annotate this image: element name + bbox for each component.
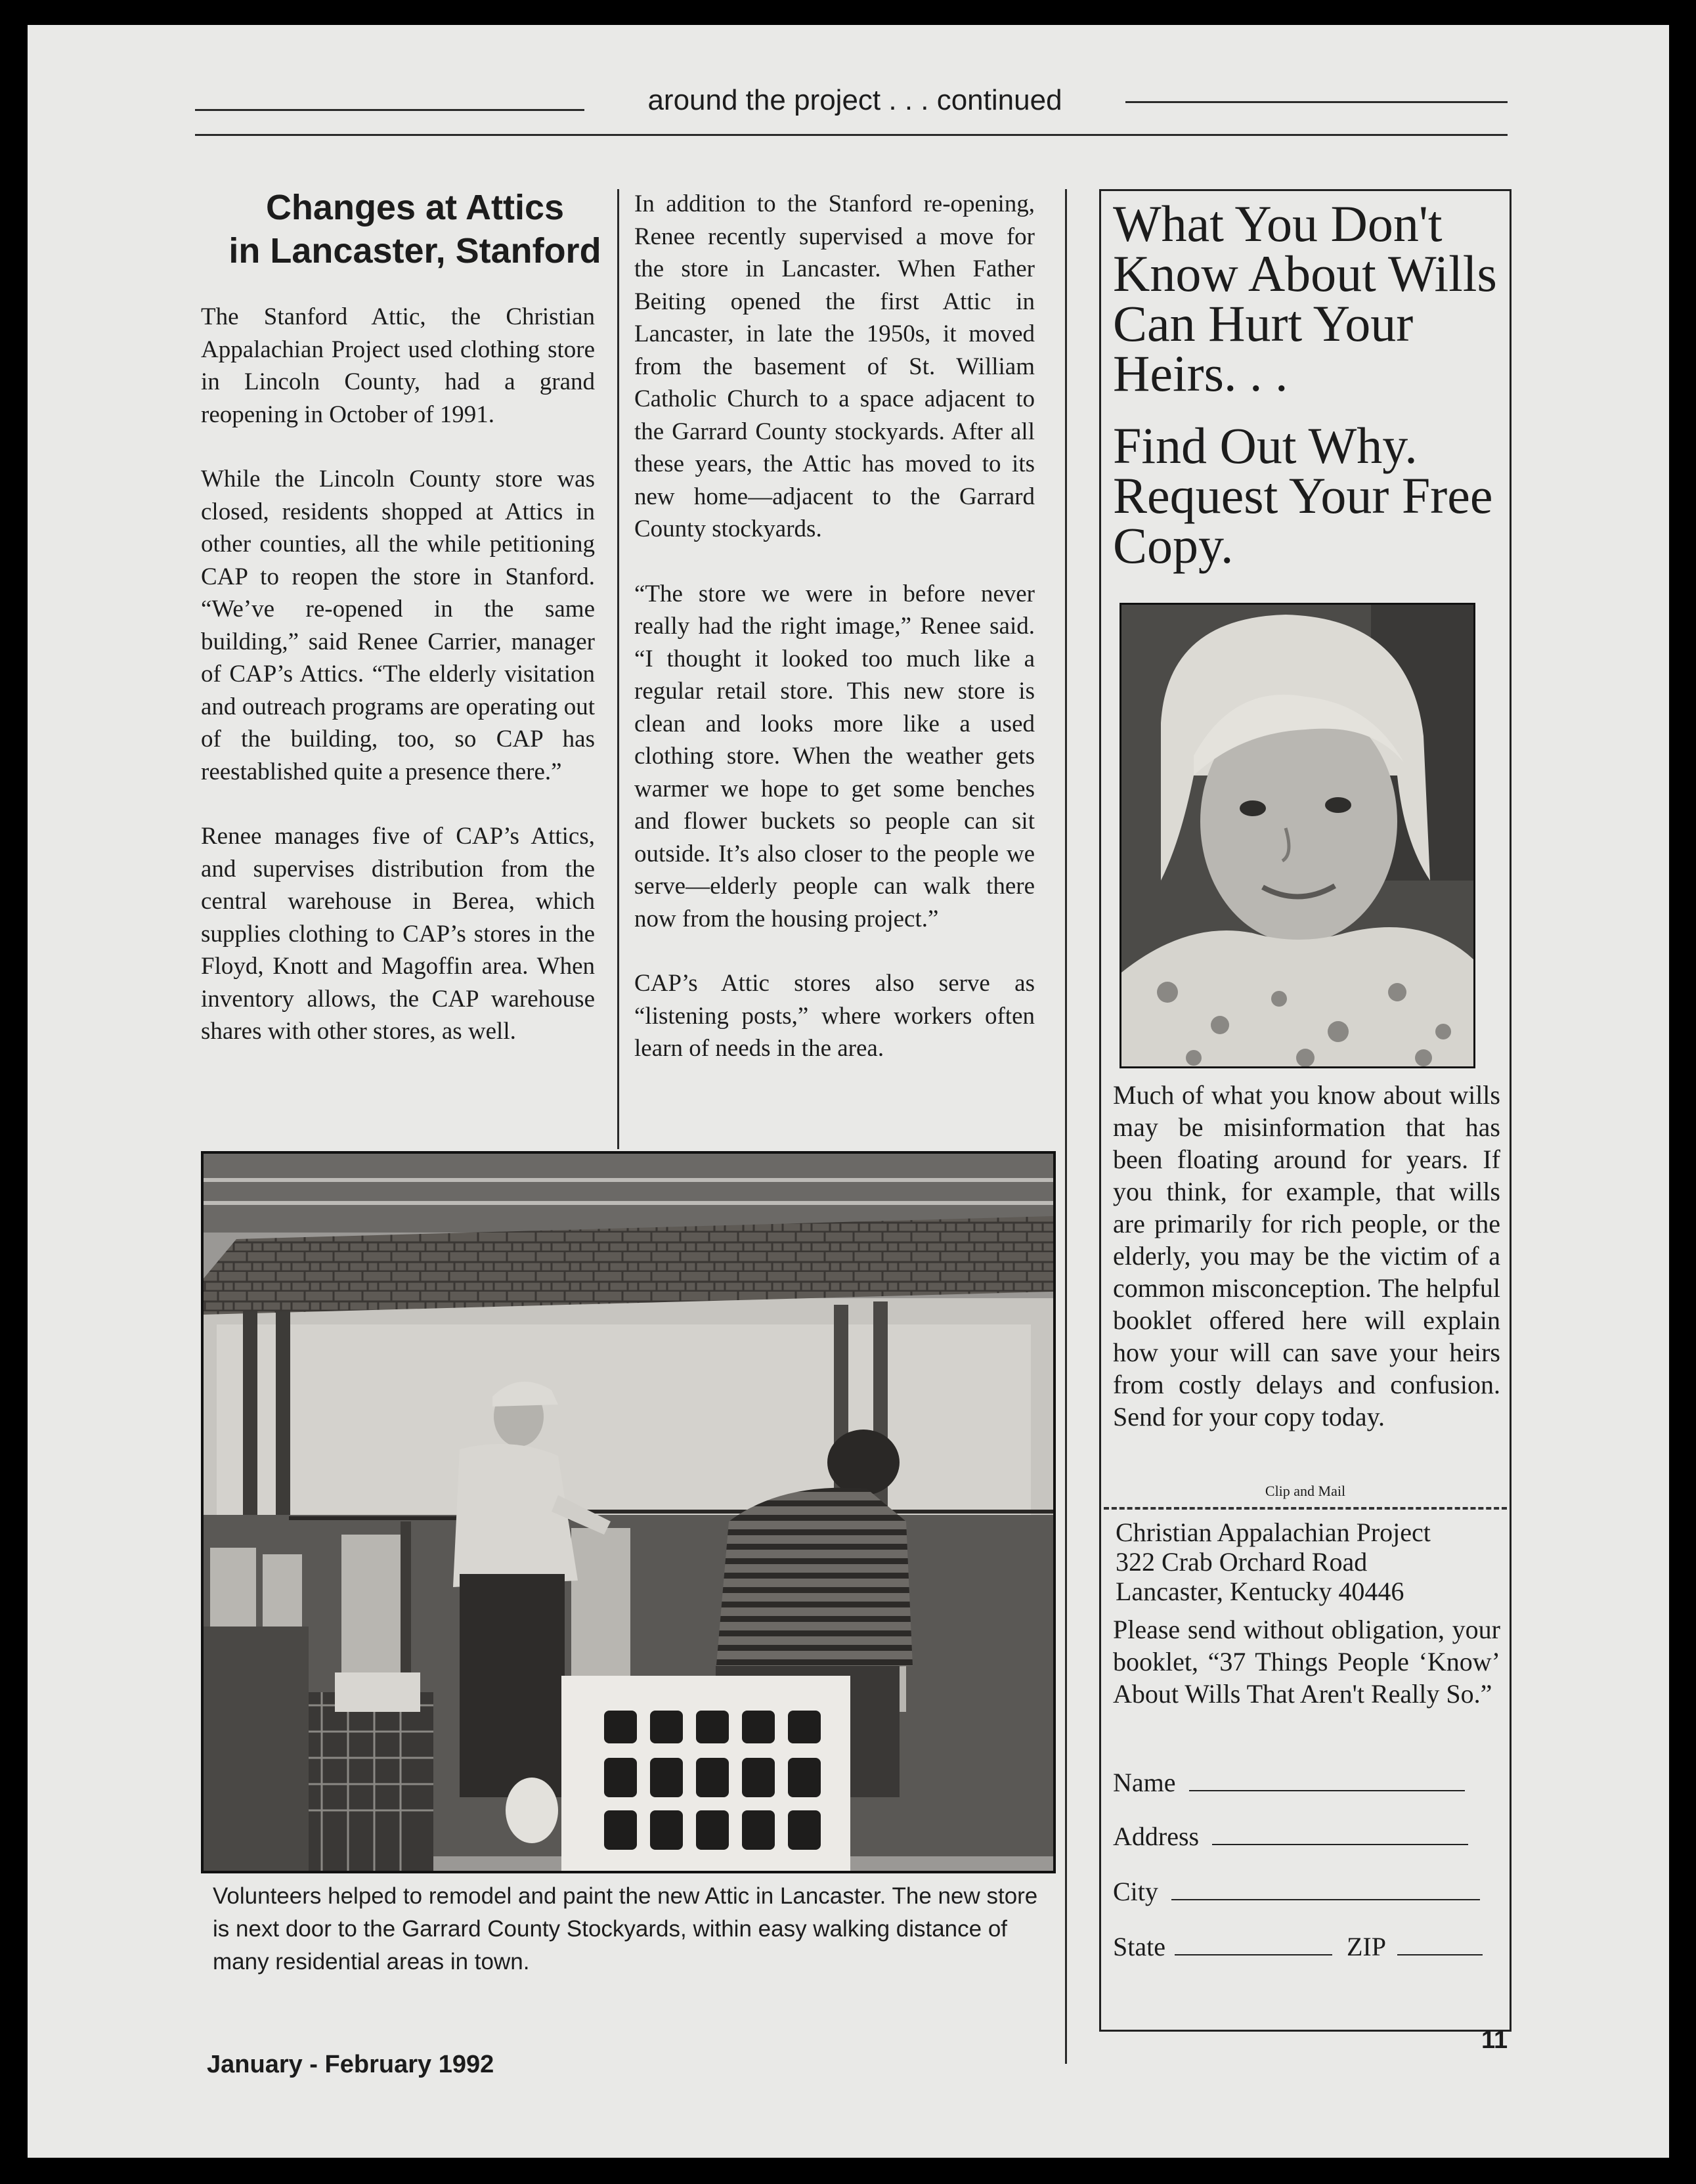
- address-line: Christian Appalachian Project: [1116, 1518, 1431, 1547]
- cut-line: [1104, 1507, 1507, 1510]
- paragraph: “The store we were in before never really had the right image,” Renee said. “I thought it looked too much like a regular retail store. This new store is clean and looks more like a used clothing store. When the weather gets warmer we hope to get some benches and flower buckets so people can sit outside. It’s also closer to the people we serve—elderly people can walk there now from the housing project.”: [634, 580, 1035, 932]
- state-label: State: [1113, 1932, 1165, 1961]
- article-column-1: [201, 301, 595, 1080]
- article-title-line1: Changes at Attics: [265, 188, 565, 227]
- city-line[interactable]: [1171, 1898, 1480, 1900]
- article-column-2: [634, 188, 1035, 1097]
- photo-illustration: [204, 1154, 1053, 1871]
- paragraph: While the Lincoln County store was closed, residents shopped at Attics in other counties, all the while petitioning CAP to reopen the store in Stanford. “We’ve re-opened in the same building,” said Renee Carrier, manager of CAP’s Attics. “The elderly visitation and outreach programs are operating out of the building, too, so CAP has reestablished quite a presence there.”: [201, 466, 595, 785]
- child-portrait-photo: [1120, 603, 1475, 1068]
- issue-date: January - February 1992: [207, 2051, 494, 2078]
- ad-body-text: Much of what you know about wills may be misinformation that has been floating around for years. If you think, for example, that wills are primarily for rich people, or the elderly, you may be the victim of a common misconception. The helpful booklet offered here will explain how your will can save your heirs from costly delays and confusion. Send for your copy today.: [1113, 1080, 1500, 1431]
- name-line[interactable]: [1189, 1789, 1465, 1791]
- paragraph: In addition to the Stanford re-opening, Renee recently supervised a move for the store in Lancaster. When Father Beiting opened the first Attic in Lancaster, in late the 1950s, it moved from the basement of St. William Catholic Church to a space adjacent to the Garrard County stockyards. After all these years, the Attic has moved to its new home—adjacent to the Garrard County stockyards.: [634, 190, 1035, 542]
- address-field[interactable]: [1113, 1821, 1500, 1852]
- header-rule-full: [195, 134, 1508, 136]
- paragraph: The Stanford Attic, the Christian Appalachian Project used clothing store in Lincoln County, had a grand reopening in October of 1991.: [201, 303, 595, 428]
- article-title: [165, 186, 664, 273]
- state-line[interactable]: [1175, 1954, 1332, 1955]
- running-head: around the project . . . continued: [647, 84, 1062, 116]
- booklet-request-text: Please send without obligation, your booklet, “37 Things People ‘Know’ About Wills That Aren't Really So.”: [1113, 1615, 1500, 1709]
- city-field[interactable]: [1113, 1876, 1500, 1907]
- address-line: Lancaster, Kentucky 40446: [1116, 1577, 1404, 1606]
- photo-caption: Volunteers helped to remodel and paint the new Attic in Lancaster. The new store is next door to the Garrard County Stockyards, within easy walking distance of many residential areas in town.: [213, 1883, 1038, 1975]
- header-rule-left: [195, 109, 584, 111]
- attic-volunteers-photo: [201, 1151, 1056, 1873]
- wills-ad-box: [1099, 189, 1511, 2032]
- header-rule-right: [1125, 101, 1508, 103]
- state-zip-field[interactable]: [1113, 1931, 1500, 1962]
- clip-and-mail-label: Clip and Mail: [1265, 1483, 1346, 1499]
- zip-label: ZIP: [1346, 1932, 1385, 1961]
- name-label: Name: [1113, 1768, 1176, 1797]
- city-label: City: [1113, 1877, 1158, 1906]
- ad-subhead: Find Out Why. Request Your Free Copy.: [1113, 417, 1493, 574]
- paragraph: CAP’s Attic stores also serve as “listening posts,” where workers often learn of needs in the area.: [634, 970, 1035, 1062]
- name-field[interactable]: [1113, 1767, 1500, 1798]
- address-line-blank[interactable]: [1212, 1843, 1468, 1845]
- column-divider-2: [1065, 189, 1067, 2064]
- mailing-address: [1116, 1518, 1503, 1606]
- address-label: Address: [1113, 1822, 1200, 1851]
- portrait-illustration: [1121, 605, 1473, 1066]
- paragraph: Renee manages five of CAP’s Attics, and supervises distribution from the central warehouse in Berea, which supplies clothing to CAP’s stores in the Floyd, Knott and Magoffin area. When inventory allows, the CAP warehouse shares with other stores, as well.: [201, 823, 595, 1045]
- article-title-line2: in Lancaster, Stanford: [228, 231, 601, 271]
- page-number: 11: [1481, 2026, 1508, 2054]
- magazine-page: [28, 25, 1669, 2158]
- column-divider-1: [617, 189, 619, 1149]
- ad-headline: What You Don't Know About Wills Can Hurt Your Heirs. . .: [1113, 195, 1497, 402]
- zip-line[interactable]: [1397, 1954, 1483, 1955]
- address-line: 322 Crab Orchard Road: [1116, 1547, 1368, 1577]
